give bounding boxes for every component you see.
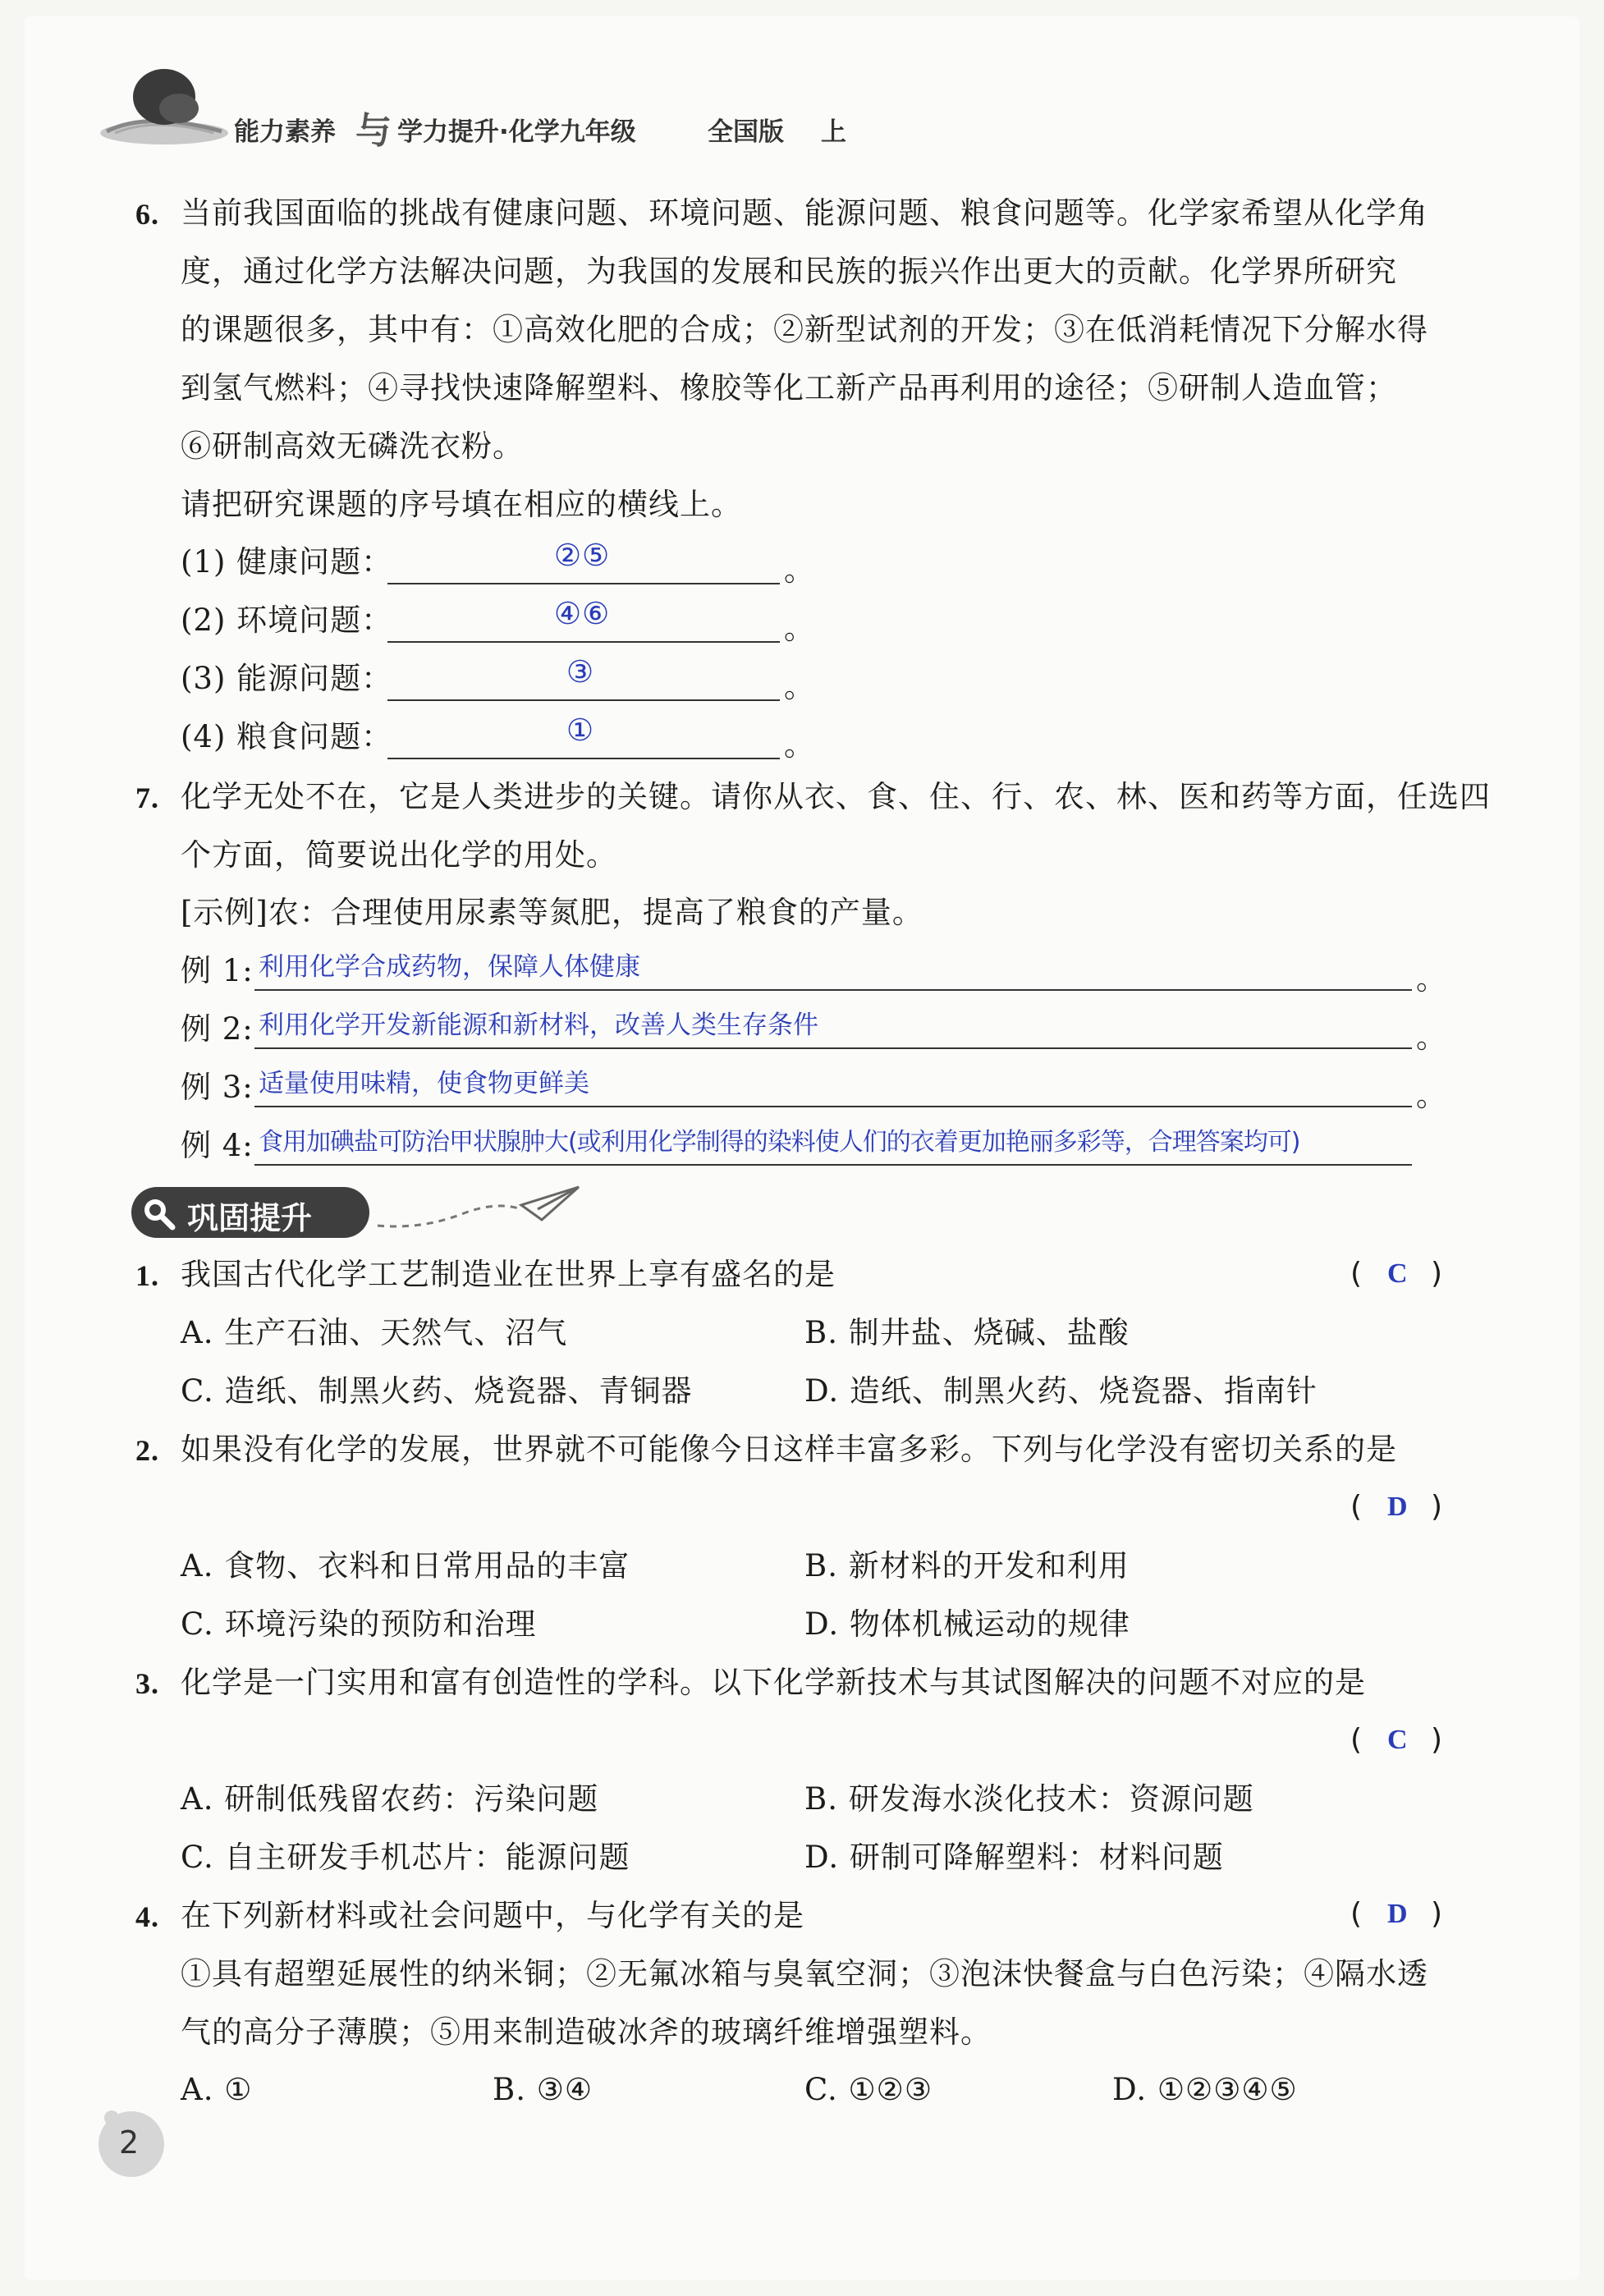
paren-open: (	[1350, 1897, 1363, 1931]
header-title-left: 能力素养	[234, 117, 336, 147]
mc1-answer: C	[1387, 1258, 1408, 1289]
paren-close: )	[1431, 1723, 1443, 1757]
q6-line: ⑥研制高效无磷洗衣粉。	[181, 428, 524, 464]
header-volume: 上	[821, 117, 846, 147]
mc4-option: C. ①②③	[804, 2072, 933, 2107]
q7-answer-blank	[254, 1047, 1412, 1049]
mc4-stem: 在下列新材料或社会问题中，与化学有关的是	[181, 1898, 804, 1933]
mc4-body-line: ①具有超塑延展性的纳米铜；②无氟冰箱与臭氧空洞；③泡沫快餐盒与白色污染；④隔水透	[181, 1956, 1428, 1991]
q6-item-label: (2) 环境问题：	[181, 603, 393, 638]
period: 。	[1416, 1078, 1447, 1113]
q7-answer: 食用加碘盐可防治甲状腺肿大(或利用化学制得的染料使人们的衣着更加艳丽多彩等，合理答案均可)	[259, 1128, 1300, 1157]
q6-line: 的课题很多，其中有：①高效化肥的合成；②新型试剂的开发；③在低消耗情况下分解水得	[181, 312, 1428, 347]
q6-item-label: (3) 能源问题：	[181, 661, 393, 696]
mc2-option: D. 物体机械运动的规律	[804, 1606, 1130, 1642]
mc4-number: 4.	[135, 1900, 159, 1933]
q6-answer-blank	[387, 641, 780, 643]
q6-item-label: (4) 粮食问题：	[181, 719, 393, 754]
mc2-answer: D	[1387, 1492, 1408, 1522]
mc2-number: 2.	[135, 1434, 159, 1467]
mc2-stem: 如果没有化学的发展，世界就不可能像今日这样丰富多彩。下列与化学没有密切关系的是	[181, 1432, 1397, 1467]
mc4-option: D. ①②③④⑤	[1112, 2072, 1298, 2107]
q7-answer: 利用化学合成药物，保障人体健康	[259, 952, 640, 982]
q6-answer-blank	[387, 758, 780, 759]
q7-answer-blank	[254, 1106, 1412, 1107]
mc1-option: B. 制井盐、烧碱、盐酸	[804, 1315, 1130, 1350]
q6-answer: ①	[566, 713, 595, 748]
q7-number: 7.	[135, 781, 159, 814]
q6-answer-blank	[387, 583, 780, 584]
paren-open: (	[1350, 1490, 1363, 1524]
q6-answer-blank	[387, 699, 780, 701]
mc1-option: A. 生产石油、天然气、沼气	[181, 1315, 568, 1350]
q6-line: 到氢气燃料；④寻找快速降解塑料、橡胶等化工新产品再利用的途径；⑤研制人造血管；	[181, 370, 1397, 406]
q6-line: 度，通过化学方法解决问题，为我国的发展和民族的振兴作出更大的贡献。化学界所研究	[181, 254, 1397, 289]
mc1-option: C. 造纸、制黑火药、烧瓷器、青铜器	[181, 1373, 693, 1409]
q7-example: [示例]农：合理使用尿素等氮肥，提高了粮食的产量。	[181, 895, 923, 930]
paren-close: )	[1431, 1490, 1443, 1524]
period: 。	[1416, 1020, 1447, 1055]
mc3-number: 3.	[135, 1667, 159, 1700]
q6-answer: ③	[566, 654, 595, 690]
mc4-option: B. ③④	[493, 2072, 593, 2107]
mc2-option: B. 新材料的开发和利用	[804, 1548, 1130, 1583]
paper-plane-icon	[374, 1180, 587, 1238]
reading-student-icon	[99, 66, 238, 156]
mc3-option: A. 研制低残留农药：污染问题	[181, 1781, 599, 1817]
header-edition: 全国版	[708, 117, 784, 147]
mc2-option: A. 食物、衣料和日常用品的丰富	[181, 1548, 630, 1583]
q6-answer: ②⑤	[554, 538, 611, 573]
q7-line: 化学无处不在，它是人类进步的关键。请你从衣、食、住、行、农、林、医和药等方面，任选四	[181, 779, 1491, 814]
q7-item-label: 例 1:	[181, 953, 254, 988]
q7-answer-blank	[254, 989, 1412, 991]
q7-answer-blank	[254, 1164, 1412, 1166]
q6-line: 当前我国面临的挑战有健康问题、环境问题、能源问题、粮食问题等。化学家希望从化学角	[181, 195, 1428, 231]
mc2-option: C. 环境污染的预防和治理	[181, 1606, 537, 1642]
mc3-option: D. 研制可降解塑料：材料问题	[804, 1840, 1224, 1875]
header-title-right: 学力提升·化学九年级	[397, 117, 636, 147]
mc3-option: C. 自主研发手机芯片：能源问题	[181, 1840, 630, 1875]
mc1-number: 1.	[135, 1259, 159, 1292]
period: 。	[784, 669, 815, 704]
q6-instruction: 请把研究课题的序号填在相应的横线上。	[181, 487, 742, 522]
q6-item-label: (1) 健康问题：	[181, 544, 393, 580]
period: 。	[784, 611, 815, 646]
q6-number: 6.	[135, 198, 159, 231]
paren-close: )	[1431, 1257, 1443, 1290]
paren-close: )	[1431, 1897, 1443, 1931]
section-title: 巩固提升	[187, 1200, 313, 1236]
header-title-yu: 与	[355, 110, 392, 152]
paren-open: (	[1350, 1723, 1363, 1757]
q7-item-label: 例 2:	[181, 1011, 254, 1047]
mc3-answer: C	[1387, 1725, 1408, 1755]
q7-answer: 利用化学开发新能源和新材料，改善人类生存条件	[259, 1011, 818, 1040]
q6-answer: ④⑥	[554, 596, 611, 631]
magnifier-icon	[140, 1194, 177, 1232]
period: 。	[784, 552, 815, 588]
mc1-stem: 我国古代化学工艺制造业在世界上享有盛名的是	[181, 1257, 836, 1292]
period: 。	[1416, 961, 1447, 997]
mc4-body-line: 气的高分子薄膜；⑤用来制造破冰斧的玻璃纤维增强塑料。	[181, 2014, 992, 2050]
q7-answer: 适量使用味精，使食物更鲜美	[259, 1069, 589, 1098]
q7-line: 个方面，简要说出化学的用处。	[181, 837, 617, 873]
mc3-stem: 化学是一门实用和富有创造性的学科。以下化学新技术与其试图解决的问题不对应的是	[181, 1665, 1366, 1700]
q7-item-label: 例 3:	[181, 1070, 254, 1105]
mc1-option: D. 造纸、制黑火药、烧瓷器、指南针	[804, 1373, 1318, 1409]
paren-open: (	[1350, 1257, 1363, 1290]
q7-item-label: 例 4:	[181, 1128, 254, 1163]
page-number: 2	[119, 2124, 140, 2161]
period: 。	[784, 727, 815, 763]
mc4-answer: D	[1387, 1899, 1408, 1929]
mc4-option: A. ①	[181, 2072, 253, 2107]
mc3-option: B. 研发海水淡化技术：资源问题	[804, 1781, 1254, 1817]
